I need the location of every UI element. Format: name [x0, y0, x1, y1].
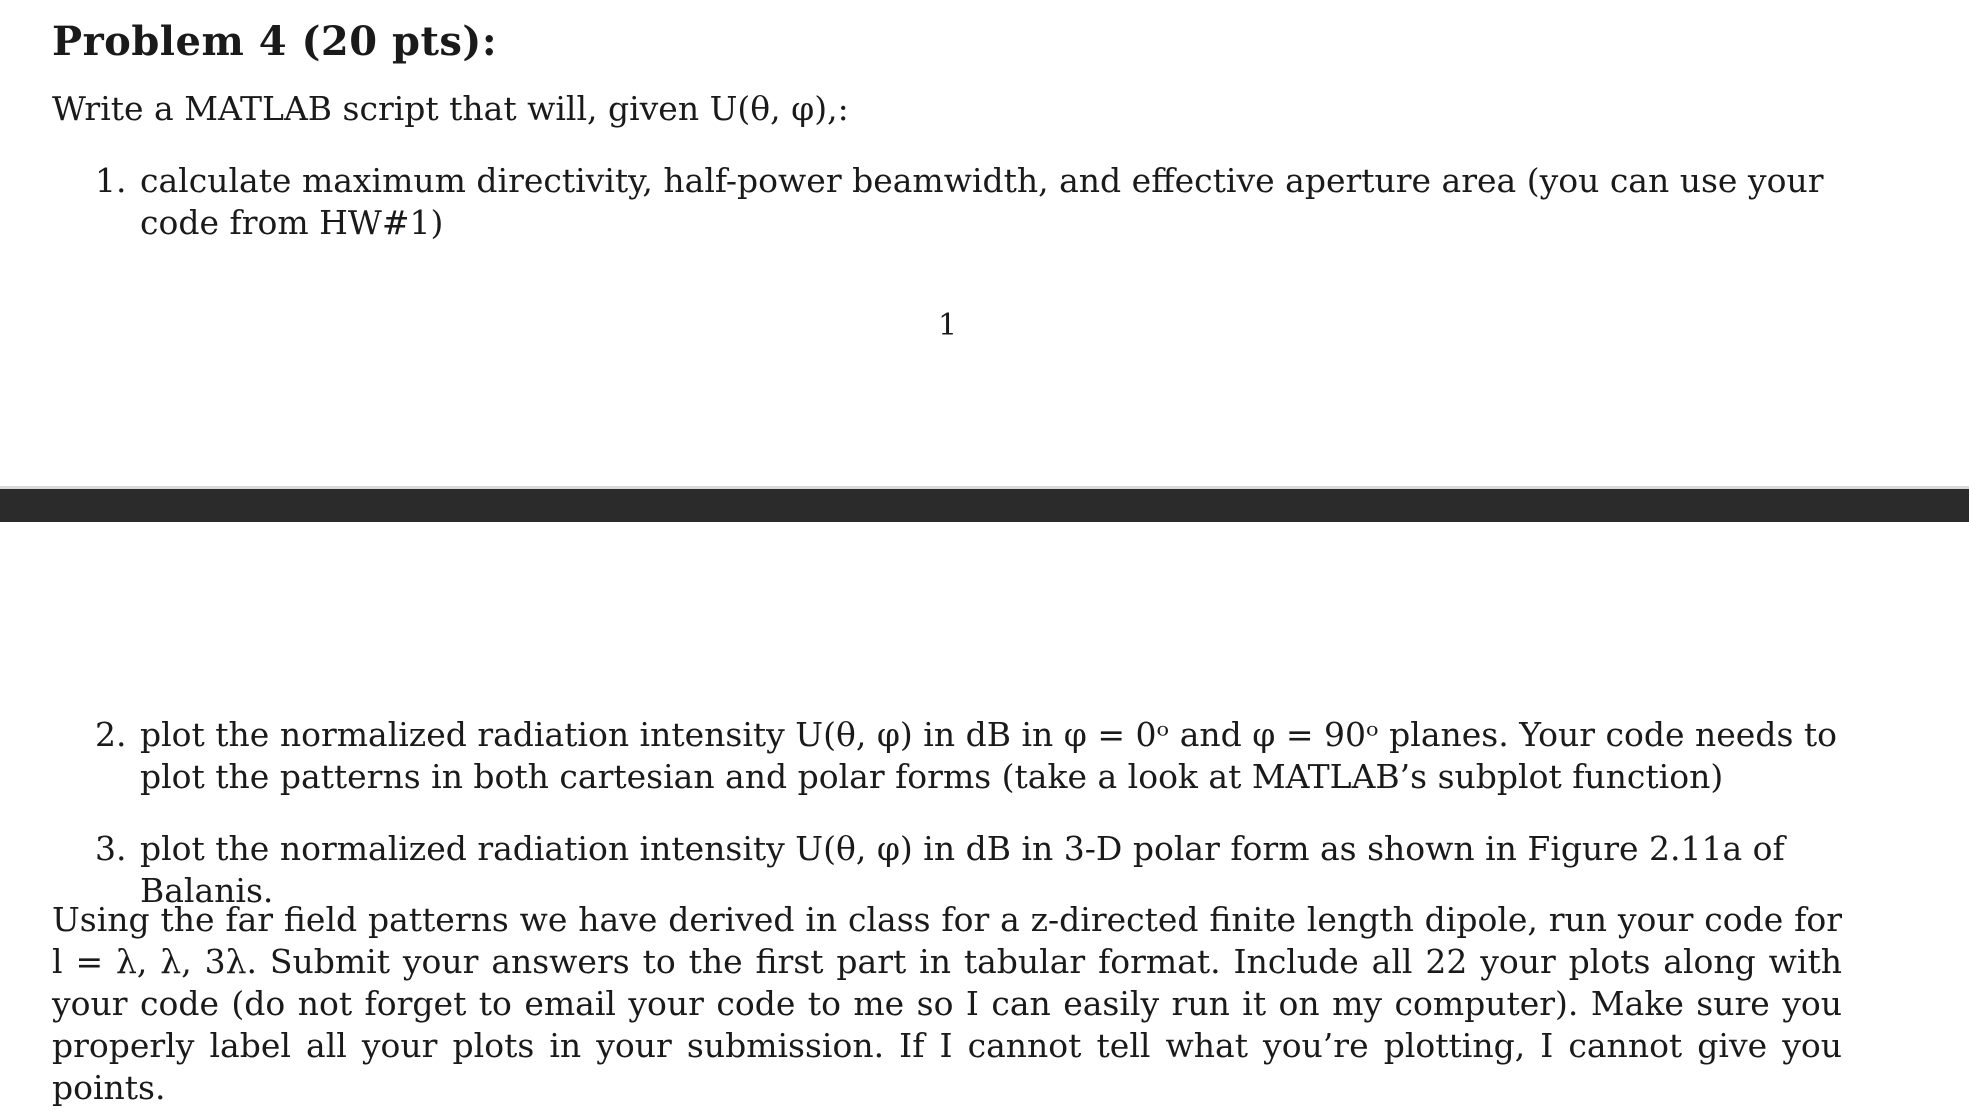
task-text: plot the normalized radiation intensity U(θ, φ) in dB in φ = 0ᵒ and φ = 90ᵒ planes. Your code needs to plot the patterns in both cartesian and polar forms (take a look at MATLAB’s subplot function): [140, 715, 1838, 796]
task-item-1: [95, 160, 1845, 244]
task-text: calculate maximum directivity, half-power beamwidth, and effective aperture area (you can use your code from HW#1): [140, 161, 1824, 242]
page-number: 1: [938, 308, 958, 343]
task-number: 2.: [95, 715, 127, 754]
task-item-2: [95, 714, 1845, 798]
page-break-divider: [0, 486, 1969, 522]
closing-paragraph: Using the far field patterns we have derived in class for a z-directed finite length dipole, run your code for l = λ, λ, 3λ. Submit your answers to the first part in tabular format. Include all 22 your plots along with your code (do not forget to email your code to me so I can easily run it on my computer). Make sure you properly label all your plots in your submission. If I cannot tell what you’re plotting, I cannot give you points.: [52, 900, 1842, 1107]
task-number: 1.: [95, 161, 127, 200]
problem-title: Problem 4 (20 pts):: [52, 18, 498, 65]
page-1: [0, 0, 1969, 486]
task-number: 3.: [95, 829, 127, 868]
problem-intro: Write a MATLAB script that will, given U(θ, φ),:: [52, 89, 849, 128]
task-text: plot the normalized radiation intensity U(θ, φ) in dB in 3-D polar form as shown in Figure 2.11a of Balanis.: [140, 829, 1785, 910]
